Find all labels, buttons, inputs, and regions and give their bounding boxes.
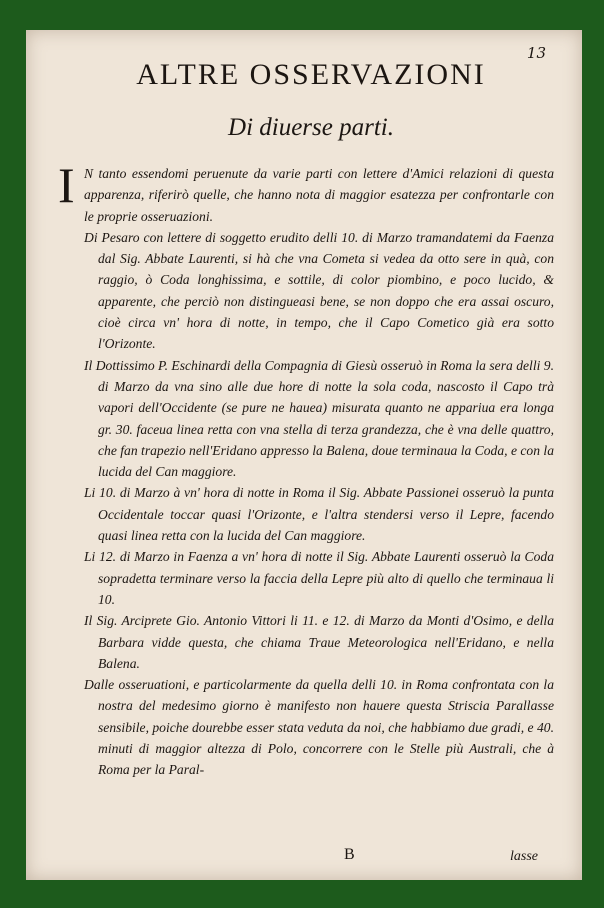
paragraph-march-10: Li 10. di Marzo à vn' hora di notte in Roma il Sig. Abbate Passionei osseruò la punta Occidentale toccar quasi l'Orizonte, e l'altra stendersi verso il Lepre, facendo quasi linea retta con la lucida del Can maggiore. bbox=[84, 485, 554, 544]
paragraph-intro bbox=[58, 157, 554, 227]
paragraph-text: N tanto essendomi peruenute da varie parti con lettere d'Amici relazioni di questa apparenza, riferirò quelle, che hanno nota di maggior esatezza per confrontarle con le proprie osseruazioni. bbox=[84, 166, 554, 224]
paragraph-conclusion: Dalle osseruationi, e particolarmente da quella delli 10. in Roma confrontata con la nostra del medesimo giorno è manifesto non hauere questa Striscia Parallasse sensibile, poiche dourebbe esser stata veduta da noi, che habbiamo due gradi, e 40. minuti di maggior altezza di Polo, concorrere con le Stelle più Australi, che à Roma per la Paral- bbox=[84, 677, 554, 778]
body-text bbox=[58, 157, 554, 781]
paragraph-vittori: Il Sig. Arciprete Gio. Antonio Vittori li 11. e 12. di Marzo da Monti d'Osimo, e della Barbara vidde questa, che chiama Traue Meteorologica nell'Eridano, e nella Balena. bbox=[84, 613, 554, 671]
drop-cap: I bbox=[58, 157, 75, 213]
signature-mark: B bbox=[344, 846, 355, 863]
page-subtitle: Di diuerse parti. bbox=[228, 114, 394, 141]
paragraph-eschinardi: Il Dottissimo P. Eschinardi della Compagnia di Giesù osseruò in Roma la sera delli 9. di Marzo da vna sino alle due hore di notte la sola coda, nascosto il Capo trà vapori dell'Occidente (se pure ne hauea) misurata quanto ne appariua era longa gr. 30. faceua linea retta con vna stella di terza grandezza, che è vna delle quattro, che fan trapezio nell'Eridano appresso la Balena, doue terminaua la Coda, e con la lucida del Can maggiore. bbox=[84, 357, 554, 480]
catchword: lasse bbox=[510, 849, 538, 864]
book-page bbox=[26, 30, 582, 880]
paragraph-march-12: Li 12. di Marzo in Faenza a vn' hora di notte il Sig. Abbate Laurenti osseruò la Coda sopradetta terminare verso la faccia della Lepre più alto di quello che terminaua li 10. bbox=[84, 549, 554, 607]
page-title: ALTRE OSSERVAZIONI bbox=[136, 58, 486, 91]
paragraph-pesaro: Di Pesaro con lettere di soggetto erudito delli 10. di Marzo tramandatemi da Faenza dal Sig. Abbate Laurenti, si hà che vna Cometa si vedea da otto sere in quà, con raggio, ò Coda longhissima, e sottile, di color piombino, e poco lucido, & apparente, che perciò non distingueasi bene, se non doppo che era assai oscuro, cioè circa vn' hora di notte, in tempo, che il Capo Cometico già era sotto l'Orizonte. bbox=[84, 229, 554, 352]
page-number: 13 bbox=[526, 44, 546, 62]
